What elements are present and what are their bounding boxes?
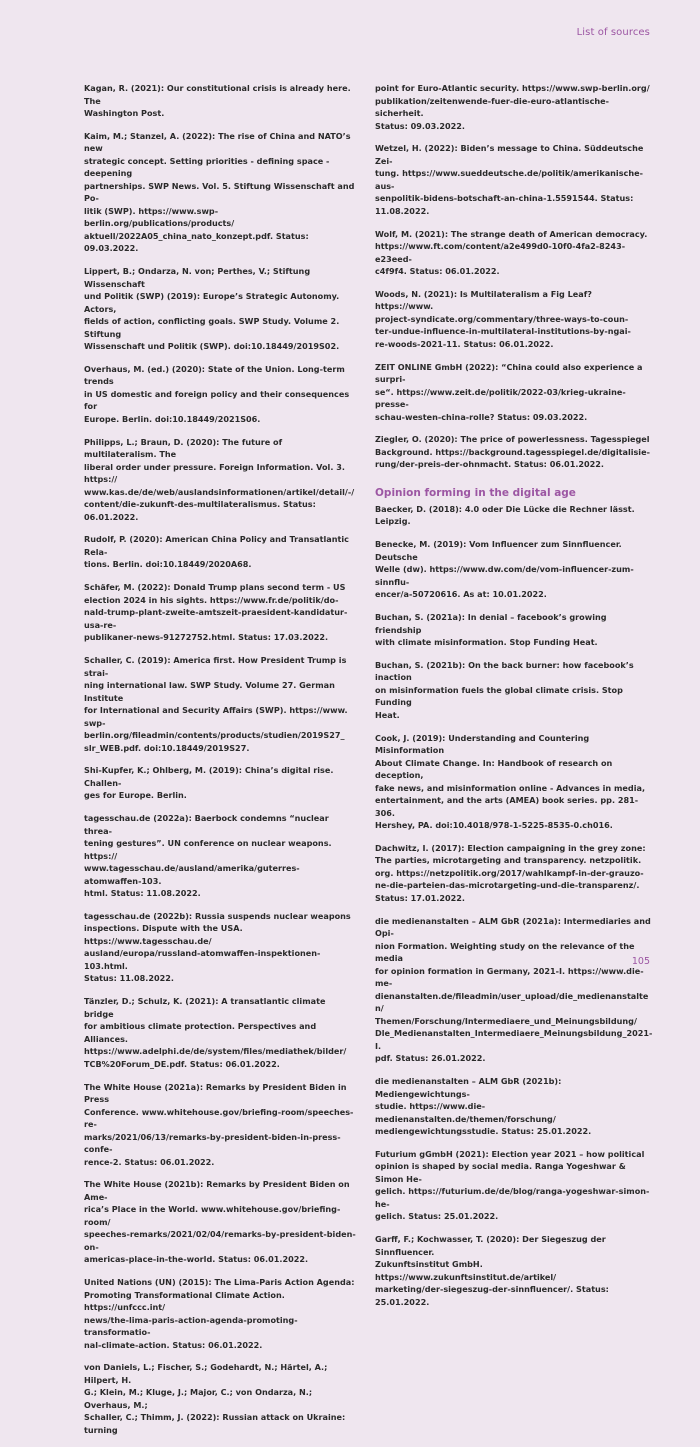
reference-entry: Futurium gGmbH (2021): Election year 2021 – how political opinion is shaped by social media. Ranga Yogeshwar & Simon He- gelich. https://futurium.de/de/blog/ranga-yogeshwar-simon-he- gelich. Status: 25.01.2022. xyxy=(375,1148,650,1222)
left-column xyxy=(84,82,356,1447)
reference-entry: Benecke, M. (2019): Vom Influencer zum Sinnfluencer. Deutsche Welle (dw). https://www.dw.com/de/vom-influencer-zum-sinnflu- encer/a-50720616. As at: 10.01.2022. xyxy=(375,539,634,600)
reference-entry: tagesschau.de (2022b): Russia suspends nuclear weapons inspections. Dispute with the USA. https://www.tagesschau.de/ ausland/europa/russland-atomwaffen-inspektionen-103.html. Status: 11.08.2022. xyxy=(84,910,351,984)
reference-entry: Tänzler, D.; Schulz, K. (2021): A transatlantic climate bridge for ambitious climate protection. Perspectives and Alliances. https://www.adelphi.de/de/system/files/mediathek/bilder/ TCB%20Forum_DE.pdf. Status: 06.01.2022. xyxy=(84,996,347,1069)
reference-entry: Garff, F.; Kochwasser, T. (2020): Der Siegeszug der Sinnfluencer. Zukunftsinstitut GmbH. https://www.zukunftsinstitut.de/artikel/ marketing/der-siegeszug-der-sinnfluencer/. Status: 25.01.2022. xyxy=(375,1234,609,1307)
reference-entry: Cook, J. (2019): Understanding and Countering Misinformation About Climate Change. In: Handbook of research on deception, fake news, and misinformation online - Advances in media, entertainment, and the arts (AMEA) book series. pp. 281-306. Hershey, PA. doi:10.4018/978-1-5225-8535-0.ch016. xyxy=(375,732,646,831)
reference-entry: Baecker, D. (2018): 4.0 oder Die Lücke die Rechner lässt. Leipzig. xyxy=(375,503,635,527)
section-heading: Opinion forming in the digital age xyxy=(375,486,576,499)
reference-entry: point for Euro-Atlantic security. https://www.swp-berlin.org/ publikation/zeitenwende-fuer-die-euro-atlantische-sicherheit. Status: 09.03.2022. xyxy=(375,83,650,131)
reference-entry: von Daniels, L.; Fischer, S.; Godehardt, N.; Härtel, A.; Hilpert, H. G.; Klein, M.; Kluge, J.; Major, C.; von Ondarza, N.; Overhaus, M.; Schaller, C.; Thimm, J. (2022): Russian attack on Ukraine: turning xyxy=(84,1362,346,1435)
right-column xyxy=(375,82,653,1318)
reference-entry: Shi-Kupfer, K.; Ohlberg, M. (2019): China’s digital rise. Challen- ges for Europe. Berlin. xyxy=(84,765,334,801)
reference-entry: Dachwitz, I. (2017): Election campaigning in the grey zone: The parties, microtargeting and transparency. netzpolitik. org. https://netzpolitik.org/2017/wahlkampf-in-der-grauzo- ne-die-parteien-das-microtargeting-und-die-transparenz/. Status: 17.01.2022. xyxy=(375,842,646,903)
reference-entry: ZEIT ONLINE GmbH (2022): “China could also experience a surpri- se“. https://www.zeit.de/politik/2022-03/krieg-ukraine-presse- schau-westen-china-rolle? Status: 09.03.2022. xyxy=(375,361,643,422)
reference-entry: Rudolf, P. (2020): American China Policy and Transatlantic Rela- tions. Berlin. doi:10.18449/2020A68. xyxy=(84,534,349,570)
reference-entry: die medienanstalten – ALM GbR (2021b): Mediengewichtungs- studie. https://www.die-medienanstalten.de/themen/forschung/ mediengewichtungsstudie. Status: 25.01.2022. xyxy=(375,1076,592,1137)
reference-entry: The White House (2021a): Remarks by President Biden in Press Conference. www.whitehouse.gov/briefing-room/speeches-re- marks/2021/06/13/remarks-by-president-biden-in-press-confe- rence-2. Status: 06.01.2022. xyxy=(84,1081,354,1167)
running-header: List of sources xyxy=(576,27,650,38)
reference-entry: Overhaus, M. (ed.) (2020): State of the Union. Long-term trends in US domestic and foreign policy and their consequences for Europe. Berlin. doi:10.18449/2021S06. xyxy=(84,363,350,424)
reference-entry: Woods, N. (2021): Is Multilateralism a Fig Leaf? https://www. project-syndicate.org/commentary/three-ways-to-coun- ter-undue-influence-in-multilateral-institutions-by-ngai- re-woods-2021-11. Status: 06.01.2022. xyxy=(375,288,631,349)
reference-entry: Schäfer, M. (2022): Donald Trump plans second term - US election 2024 in his sights. https://www.fr.de/politik/do- nald-trump-plant-zweite-amtszeit-praesident-kandidatur-usa-re- publikaner-news-91272752.html. Status: 17.03.2022. xyxy=(84,582,348,643)
reference-entry: Philipps, L.; Braun, D. (2020): The future of multilateralism. The liberal order under pressure. Foreign Information. Vol. 3. https:// www.kas.de/de/web/auslandsinformationen/artikel/detail/-/ content/die-zukunft-des-multilateralismus. Status: 06.01.2022. xyxy=(84,436,355,522)
reference-entry: Buchan, S. (2021b): On the back burner: how facebook’s inaction on misinformation fuels the global climate crisis. Stop Funding Heat. xyxy=(375,659,634,720)
reference-entry: Lippert, B.; Ondarza, N. von; Perthes, V.; Stiftung Wissenschaft und Politik (SWP) (2019): Europe’s Strategic Autonomy. Actors, fields of action, conflicting goals. SWP Study. Volume 2. Stiftung Wissenschaft und Politik (SWP). doi:10.18449/2019S02. xyxy=(84,266,340,352)
reference-entry: Buchan, S. (2021a): In denial – facebook’s growing friendship with climate misinformation. Stop Funding Heat. xyxy=(375,612,607,648)
reference-entry: Wolf, M. (2021): The strange death of American democracy. https://www.ft.com/content/a2e499d0-10f0-4fa2-8243-e23eed- c4f9f4. Status: 06.01.2022. xyxy=(375,228,648,277)
reference-entry: Wetzel, H. (2022): Biden’s message to China. Süddeutsche Zei- tung. https://www.sueddeutsche.de/politik/amerikanische-aus- senpolitik-bidens-botschaft-an-china-1.5591544. Status: 11.08.2022. xyxy=(375,143,644,216)
reference-entry: United Nations (UN) (2015): The Lima-Paris Action Agenda: Promoting Transformational Climate Action. https://unfccc.int/ news/the-lima-paris-action-agenda-promoting-transformatio- nal-climate-action. Status: 06.01.2022. xyxy=(84,1277,355,1350)
reference-entry: Kagan, R. (2021): Our constitutional crisis is already here. The Washington Post. xyxy=(84,83,351,118)
page-number: 105 xyxy=(631,956,650,967)
reference-entry: The White House (2021b): Remarks by President Biden on Ame- rica’s Place in the World. www.whitehouse.gov/briefing-room/ speeches-remarks/2021/02/04/remarks-by-president-biden-on- americas-place-in-the-world. Status: 06.01.2022. xyxy=(84,1179,356,1265)
reference-entry: Schaller, C. (2019): America first. How President Trump is strai- ning international law. SWP Study. Volume 27. German Institute for International and Security Affairs (SWP). https://www. swp-berlin.org/fileadmin/contents/products/studien/2019S27_ slr_WEB.pdf. doi:10.18449/2019S27. xyxy=(84,655,348,753)
reference-entry: Kaim, M.; Stanzel, A. (2022): The rise of China and NATO’s new strategic concept. Setting priorities - defining space - deepening partnerships. SWP News. Vol. 5. Stiftung Wissenschaft and Po- litik (SWP). https://www.swp-berlin.org/publications/products/ aktuell/2022A05_china_nato_konzept.pdf. Status: 09.03.2022. xyxy=(84,130,355,254)
section-references xyxy=(375,503,653,1308)
reference-entry: die medienanstalten – ALM GbR (2021a): Intermediaries and Opi- nion Formation. Weighting study on the relevance of the media for opinion formation in Germany, 2021-I. https://www.die-me- dienanstalten.de/fileadmin/user_upload/die_medienanstalten/ Themen/Forschung/Intermediaere_und_Meinungsbildung/ Dle_Medienanstalten_Intermediaere_Meinungsbildung_2021-I. pdf. Status: 26.01.2022. xyxy=(375,915,653,1064)
reference-entry: tagesschau.de (2022a): Baerbock condemns “nuclear threa- tening gestures”. UN conference on nuclear weapons. https:// www.tagesschau.de/ausland/amerika/guterres-atomwaffen-103. html. Status: 11.08.2022. xyxy=(84,813,332,899)
reference-entry: Ziegler, O. (2020): The price of powerlessness. Tagesspiegel Background. https://background.tagesspiegel.de/digitalisie- rung/der-preis-der-ohnmacht. Status: 06.01.2022. xyxy=(375,434,650,470)
